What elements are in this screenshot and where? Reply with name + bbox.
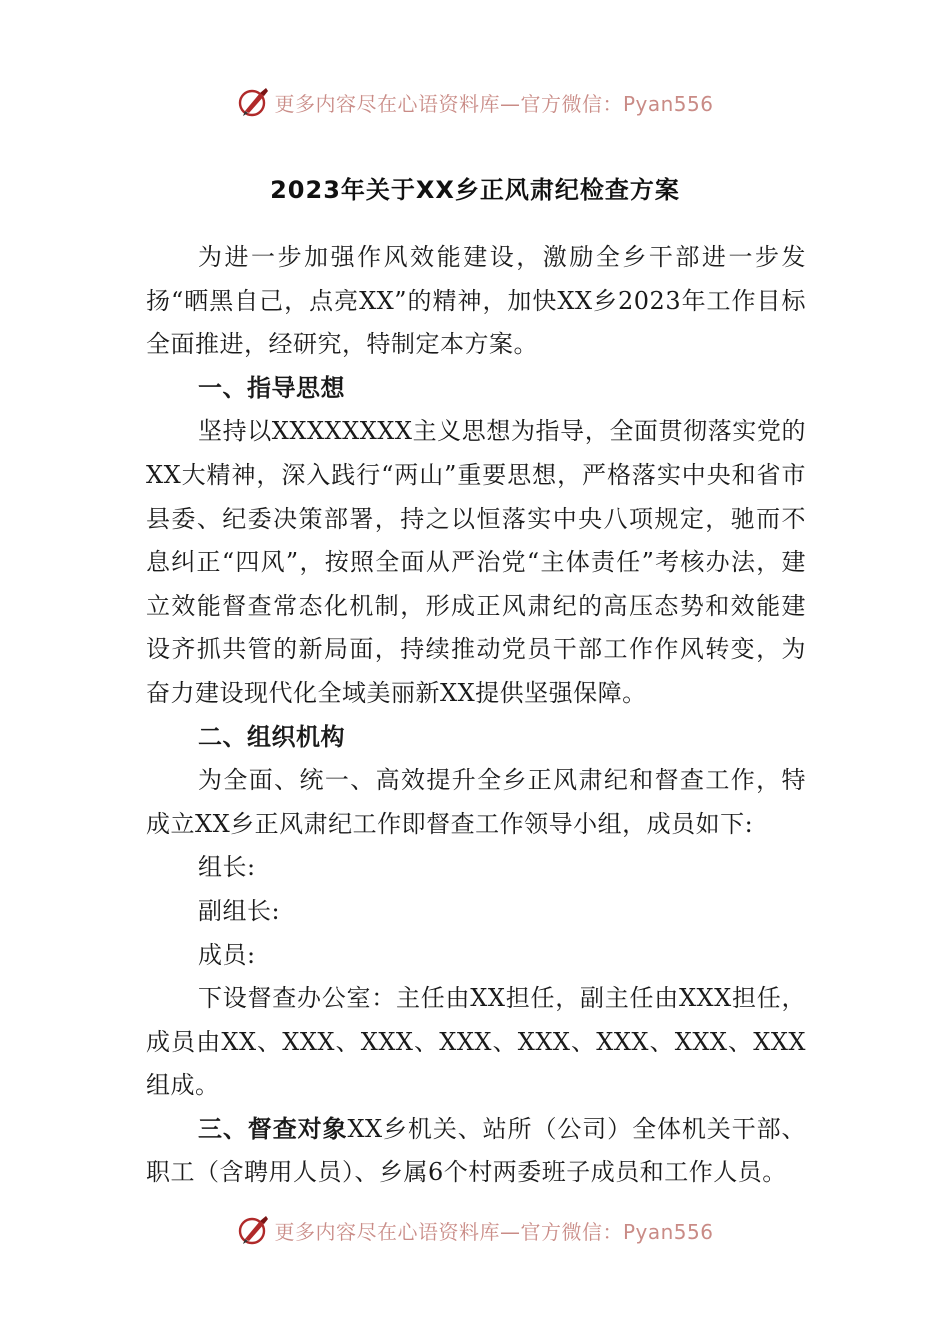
office-paragraph: 下设督查办公室：主任由XX担任，副主任由XXX担任，成员由XX、XXX、XXX、XXX、XXX、XXX、XXX、XXX组成。 xyxy=(146,984,806,1100)
document-body xyxy=(146,236,806,1195)
watermark-text: 更多内容尽在心语资料库—官方微信：Pyan556 xyxy=(274,1219,714,1244)
watermark-banner-top xyxy=(0,80,950,124)
section1-paragraph: 坚持以XXXXXXXX主义思想为指导，全面贯彻落实党的XX大精神，深入践行“两山”重要思想，严格落实中央和省市县委、纪委决策部署，持之以恒落实中央八项规定，驰而不息纠正“四风”，按照全面从严治党“主体责任”考核办法，建立效能督查常态化机制，形成正风肃纪的高压态势和效能建设齐抓共管的新局面，持续推动党员干部工作作风转变，为奋力建设现代化全域美丽新XX提供坚强保障。 xyxy=(146,417,806,707)
section2-heading: 二、组织机构 xyxy=(198,722,345,751)
section1-heading: 一、指导思想 xyxy=(198,373,345,402)
watermark-text: 更多内容尽在心语资料库—官方微信：Pyan556 xyxy=(274,91,714,116)
leader-line: 组长: xyxy=(198,853,256,882)
document-title: 2023年关于XX乡正风肃纪检查方案 xyxy=(270,176,680,204)
section3-paragraph xyxy=(146,1108,806,1195)
section3-text: XX乡机关、站所（公司）全体机关干部、职工（含聘用人员）、乡属6个村两委班子成员和工作人员。 xyxy=(146,1114,807,1187)
members-line: 成员: xyxy=(198,940,256,969)
pen-logo-icon xyxy=(236,85,270,119)
pen-logo-icon xyxy=(236,1213,270,1247)
intro-paragraph: 为进一步加强作风效能建设，激励全乡干部进一步发扬“晒黑自己，点亮XX”的精神，加快XX乡2023年工作目标全面推进，经研究，特制定本方案。 xyxy=(146,243,806,359)
section2-paragraph: 为全面、统一、高效提升全乡正风肃纪和督查工作，特成立XX乡正风肃纪工作即督查工作领导小组，成员如下: xyxy=(146,766,806,838)
section3-heading: 三、督查对象 xyxy=(198,1114,348,1143)
deputy-leader-line: 副组长: xyxy=(198,896,281,925)
watermark-banner-bottom xyxy=(0,1208,950,1252)
